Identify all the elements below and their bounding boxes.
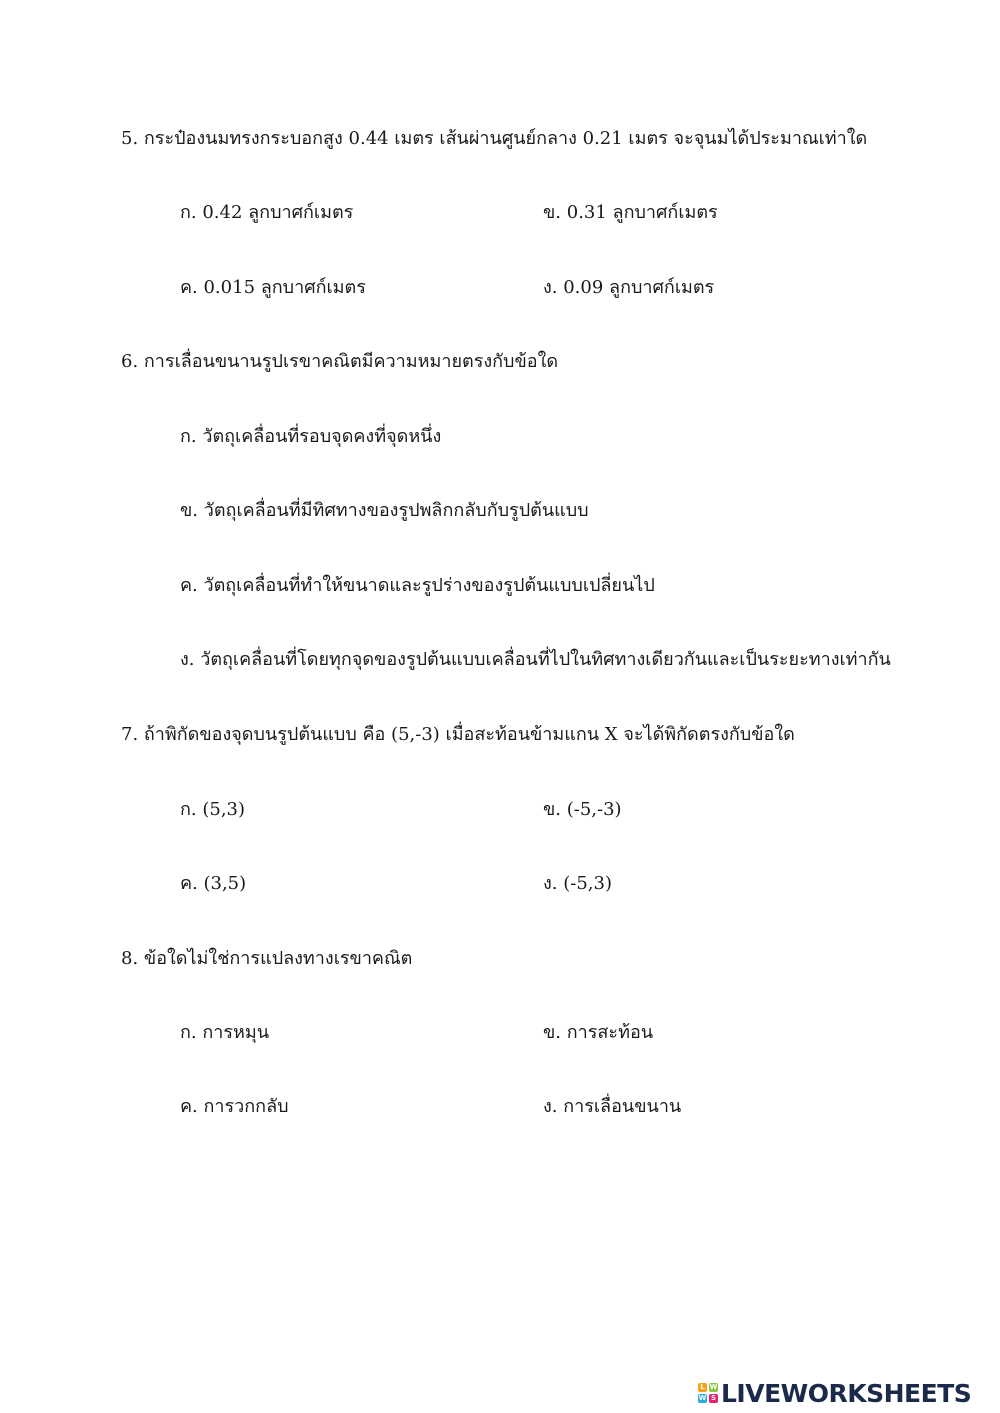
q8-choice-a[interactable]: ก. การหมุน: [180, 1022, 270, 1043]
q7-choice-c[interactable]: ค. (3,5): [180, 873, 247, 894]
liveworksheets-logo: [698, 1378, 971, 1408]
q7-choice-d[interactable]: ง. (-5,3): [543, 873, 612, 894]
q6-choice-d[interactable]: ง. วัตถุเคลื่อนที่โดยทุกจุดของรูปต้นแบบเคลื่อนที่ไปในทิศทางเดียวกันและเป็นระยะทางเท่ากัน: [180, 649, 891, 670]
q5-choice-c[interactable]: ค. 0.015 ลูกบาศก์เมตร: [180, 277, 366, 298]
q8-choice-d[interactable]: ง. การเลื่อนขนาน: [543, 1096, 682, 1117]
q7-choice-b[interactable]: ข. (-5,-3): [543, 799, 622, 820]
q8-choice-b[interactable]: ข. การสะท้อน: [543, 1022, 654, 1043]
q7-choice-a[interactable]: ก. (5,3): [180, 799, 246, 820]
question-5: 5. กระป๋องนมทรงกระบอกสูง 0.44 เมตร เส้นผ่านศูนย์กลาง 0.21 เมตร จะจุนมได้ประมาณเท่าใด: [121, 128, 868, 149]
logo-tile: W: [709, 1383, 718, 1391]
logo-wordmark: LIVEWORKSHEETS: [721, 1378, 972, 1408]
q8-choice-c[interactable]: ค. การวกกลับ: [180, 1096, 289, 1117]
question-6: 6. การเลื่อนขนานรูปเรขาคณิตมีความหมายตรงกับข้อใด: [121, 351, 559, 372]
question-8: 8. ข้อใดไม่ใช่การแปลงทางเรขาคณิต: [121, 948, 413, 969]
logo-tile: L: [698, 1383, 707, 1392]
q6-choice-a[interactable]: ก. วัตถุเคลื่อนที่รอบจุดคงที่จุดหนึ่ง: [180, 426, 442, 447]
logo-tile: W: [698, 1394, 707, 1402]
logo-tile: S: [710, 1394, 717, 1402]
question-7: 7. ถ้าพิกัดของจุดบนรูปต้นแบบ คือ (5,-3) เมื่อสะท้อนข้ามแกน X จะได้พิกัดตรงกับข้อใด: [121, 724, 795, 745]
liveworksheets-logo-icon: [698, 1383, 718, 1403]
q5-choice-d[interactable]: ง. 0.09 ลูกบาศก์เมตร: [543, 277, 715, 298]
q5-choice-a[interactable]: ก. 0.42 ลูกบาศก์เมตร: [180, 202, 354, 223]
q6-choice-c[interactable]: ค. วัตถุเคลื่อนที่ทำให้ขนาดและรูปร่างของรูปต้นแบบเปลี่ยนไป: [180, 575, 655, 596]
q5-choice-b[interactable]: ข. 0.31 ลูกบาศก์เมตร: [543, 202, 718, 223]
q6-choice-b[interactable]: ข. วัตถุเคลื่อนที่มีทิศทางของรูปพลิกกลับกับรูปต้นแบบ: [180, 500, 589, 521]
